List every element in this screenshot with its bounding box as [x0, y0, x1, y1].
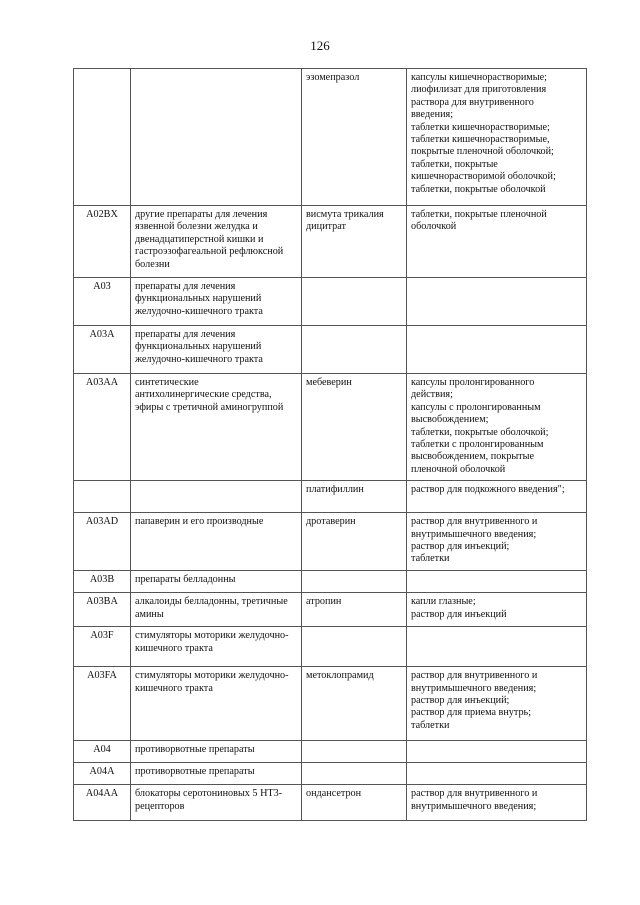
form-line: таблетки [411, 719, 450, 731]
group-line: двенадцатиперстной кишки и [135, 233, 264, 245]
group-line: желудочно-кишечного тракта [135, 305, 263, 317]
form-line: таблетки, покрытые оболочкой [411, 183, 546, 195]
dosage-form-cell [407, 763, 587, 785]
atc-code-cell: A03 [74, 278, 131, 326]
dosage-form-cell [407, 481, 587, 513]
form-line: покрытые пленочной оболочкой; [411, 146, 554, 158]
group-line: рецепторов [135, 800, 185, 812]
drug-name-cell [302, 69, 407, 206]
table-row [74, 785, 587, 821]
page-number: 126 [310, 38, 330, 53]
group-cell [131, 571, 302, 593]
group-line: противорвотные препараты [135, 744, 255, 756]
atc-code-cell: A03F [74, 627, 131, 667]
drug-line: дротаверин [306, 516, 356, 528]
dosage-form-cell [407, 785, 587, 821]
form-line: раствор для подкожного введения"; [411, 484, 565, 496]
form-line: внутримышечного введения; [411, 800, 537, 812]
group-cell [131, 785, 302, 821]
table-row [74, 513, 587, 571]
table-row [74, 627, 587, 667]
atc-code-cell: A03AD [74, 513, 131, 571]
group-line: блокаторы серотониновых 5 HT3- [135, 788, 283, 800]
form-line: лиофилизат для приготовления [411, 84, 547, 96]
form-line: таблетки, покрытые [411, 158, 498, 170]
atc-code-cell: A03AA [74, 374, 131, 481]
group-line: болезни [135, 258, 170, 270]
table-row [74, 206, 587, 278]
form-line: раствор для внутривенного и [411, 788, 538, 800]
form-line: пленочной оболочкой [411, 463, 506, 475]
atc-code-cell: A04A [74, 763, 131, 785]
group-line: другие препараты для лечения [135, 209, 268, 220]
group-cell [131, 627, 302, 667]
drug-name-cell [302, 741, 407, 763]
atc-code-cell: A03BA [74, 593, 131, 627]
dosage-form-cell [407, 69, 587, 206]
group-line: желудочно-кишечного тракта [135, 353, 263, 365]
form-line: введения; [411, 109, 454, 121]
group-cell [131, 741, 302, 763]
dosage-form-cell [407, 326, 587, 374]
table-row [74, 326, 587, 374]
atc-code-cell: A04AA [74, 785, 131, 821]
group-cell [131, 206, 302, 278]
atc-code-cell: A03FA [74, 667, 131, 741]
group-line: стимуляторы моторики желудочно- [135, 630, 289, 642]
form-line: внутримышечного введения; [411, 682, 537, 694]
form-line: раствор для приема внутрь; [411, 707, 532, 719]
atc-code-cell [74, 481, 131, 513]
group-cell [131, 374, 302, 481]
dosage-form-cell [407, 206, 587, 278]
group-line: кишечного тракта [135, 682, 213, 694]
form-line: кишечнорастворимой оболочкой; [411, 171, 556, 183]
group-cell [131, 481, 302, 513]
group-cell [131, 326, 302, 374]
drug-name-cell [302, 326, 407, 374]
drug-line: мебеверин [306, 377, 352, 388]
atc-code-cell: A03B [74, 571, 131, 593]
table-row [74, 69, 587, 206]
group-line: антихолинергические средства, [135, 389, 272, 401]
group-line: функциональных нарушений [135, 341, 262, 353]
table-row [74, 763, 587, 785]
drug-line: ондансетрон [306, 788, 362, 800]
table-row [74, 481, 587, 513]
table-row [74, 374, 587, 481]
group-line: кишечного тракта [135, 642, 213, 654]
atc-code-cell [74, 69, 131, 206]
drug-line: платифиллин [306, 484, 364, 496]
drug-name-cell [302, 278, 407, 326]
atc-code-cell: A03A [74, 326, 131, 374]
form-line: таблетки с пролонгированным [411, 439, 544, 451]
form-line: высвобождением, покрытые [411, 451, 534, 463]
table-row [74, 571, 587, 593]
drug-name-cell [302, 571, 407, 593]
form-line: капсулы пролонгированного [411, 377, 535, 388]
group-line: алкалоиды белладонны, третичные [135, 596, 288, 608]
group-cell [131, 667, 302, 741]
drug-line: дицитрат [306, 221, 346, 233]
group-line: амины [135, 608, 164, 620]
table-row [74, 741, 587, 763]
atc-code-cell: A04 [74, 741, 131, 763]
table-row [74, 278, 587, 326]
drug-name-cell [302, 667, 407, 741]
atc-code-cell: A02BX [74, 206, 131, 278]
form-line: раствор для внутривенного и [411, 516, 538, 528]
form-line: таблетки [411, 553, 450, 565]
form-line: раствора для внутривенного [411, 96, 534, 108]
dosage-form-cell [407, 741, 587, 763]
form-line: раствор для инъекций; [411, 695, 510, 707]
group-cell [131, 593, 302, 627]
dosage-form-cell [407, 667, 587, 741]
drug-name-cell [302, 374, 407, 481]
group-line: противорвотные препараты [135, 766, 255, 778]
group-line: эфиры с третичной аминогруппой [135, 401, 284, 413]
group-cell [131, 278, 302, 326]
drug-line: эзомепразол [306, 72, 360, 83]
table-row [74, 593, 587, 627]
form-line: таблетки, покрытые оболочкой; [411, 426, 549, 438]
drug-name-cell [302, 481, 407, 513]
form-line: раствор для внутривенного и [411, 670, 538, 682]
form-line: капсулы с пролонгированным [411, 401, 541, 413]
group-cell [131, 513, 302, 571]
form-line: внутримышечного введения; [411, 528, 537, 540]
form-line: оболочкой [411, 221, 457, 233]
form-line: действия; [411, 389, 453, 401]
drug-name-cell [302, 206, 407, 278]
drug-line: метоклопрамид [306, 670, 374, 682]
group-line: гастроэзофагеальной рефлюксной [135, 246, 284, 258]
drug-line: атропин [306, 596, 342, 608]
form-line: таблетки кишечнорастворимые, [411, 134, 550, 146]
drug-name-cell [302, 513, 407, 571]
form-line: таблетки, покрытые пленочной [411, 209, 547, 220]
dosage-form-cell [407, 374, 587, 481]
form-line: таблетки кишечнорастворимые; [411, 121, 550, 133]
drug-name-cell [302, 763, 407, 785]
group-cell [131, 763, 302, 785]
dosage-form-cell [407, 627, 587, 667]
drug-name-cell [302, 627, 407, 667]
group-line: функциональных нарушений [135, 293, 262, 305]
form-line: раствор для инъекций; [411, 541, 510, 553]
dosage-form-cell [407, 278, 587, 326]
form-line: раствор для инъекций [411, 608, 507, 620]
dosage-form-cell [407, 571, 587, 593]
group-line: синтетические [135, 377, 199, 388]
form-line: высвобождением; [411, 414, 489, 426]
group-line: папаверин и его производные [135, 516, 264, 528]
drug-line: висмута трикалия [306, 209, 384, 220]
form-line: капсулы кишечнорастворимые; [411, 72, 547, 83]
table-row [74, 667, 587, 741]
drug-name-cell [302, 593, 407, 627]
group-line: препараты для лечения [135, 281, 236, 292]
form-line: капли глазные; [411, 596, 476, 608]
group-line: препараты белладонны [135, 574, 236, 586]
group-line: стимуляторы моторики желудочно- [135, 670, 289, 682]
group-line: препараты для лечения [135, 329, 236, 340]
group-line: язвенной болезни желудка и [135, 221, 258, 233]
dosage-form-cell [407, 513, 587, 571]
group-cell [131, 69, 302, 206]
drug-name-cell [302, 785, 407, 821]
dosage-form-cell [407, 593, 587, 627]
drug-table [73, 68, 587, 821]
